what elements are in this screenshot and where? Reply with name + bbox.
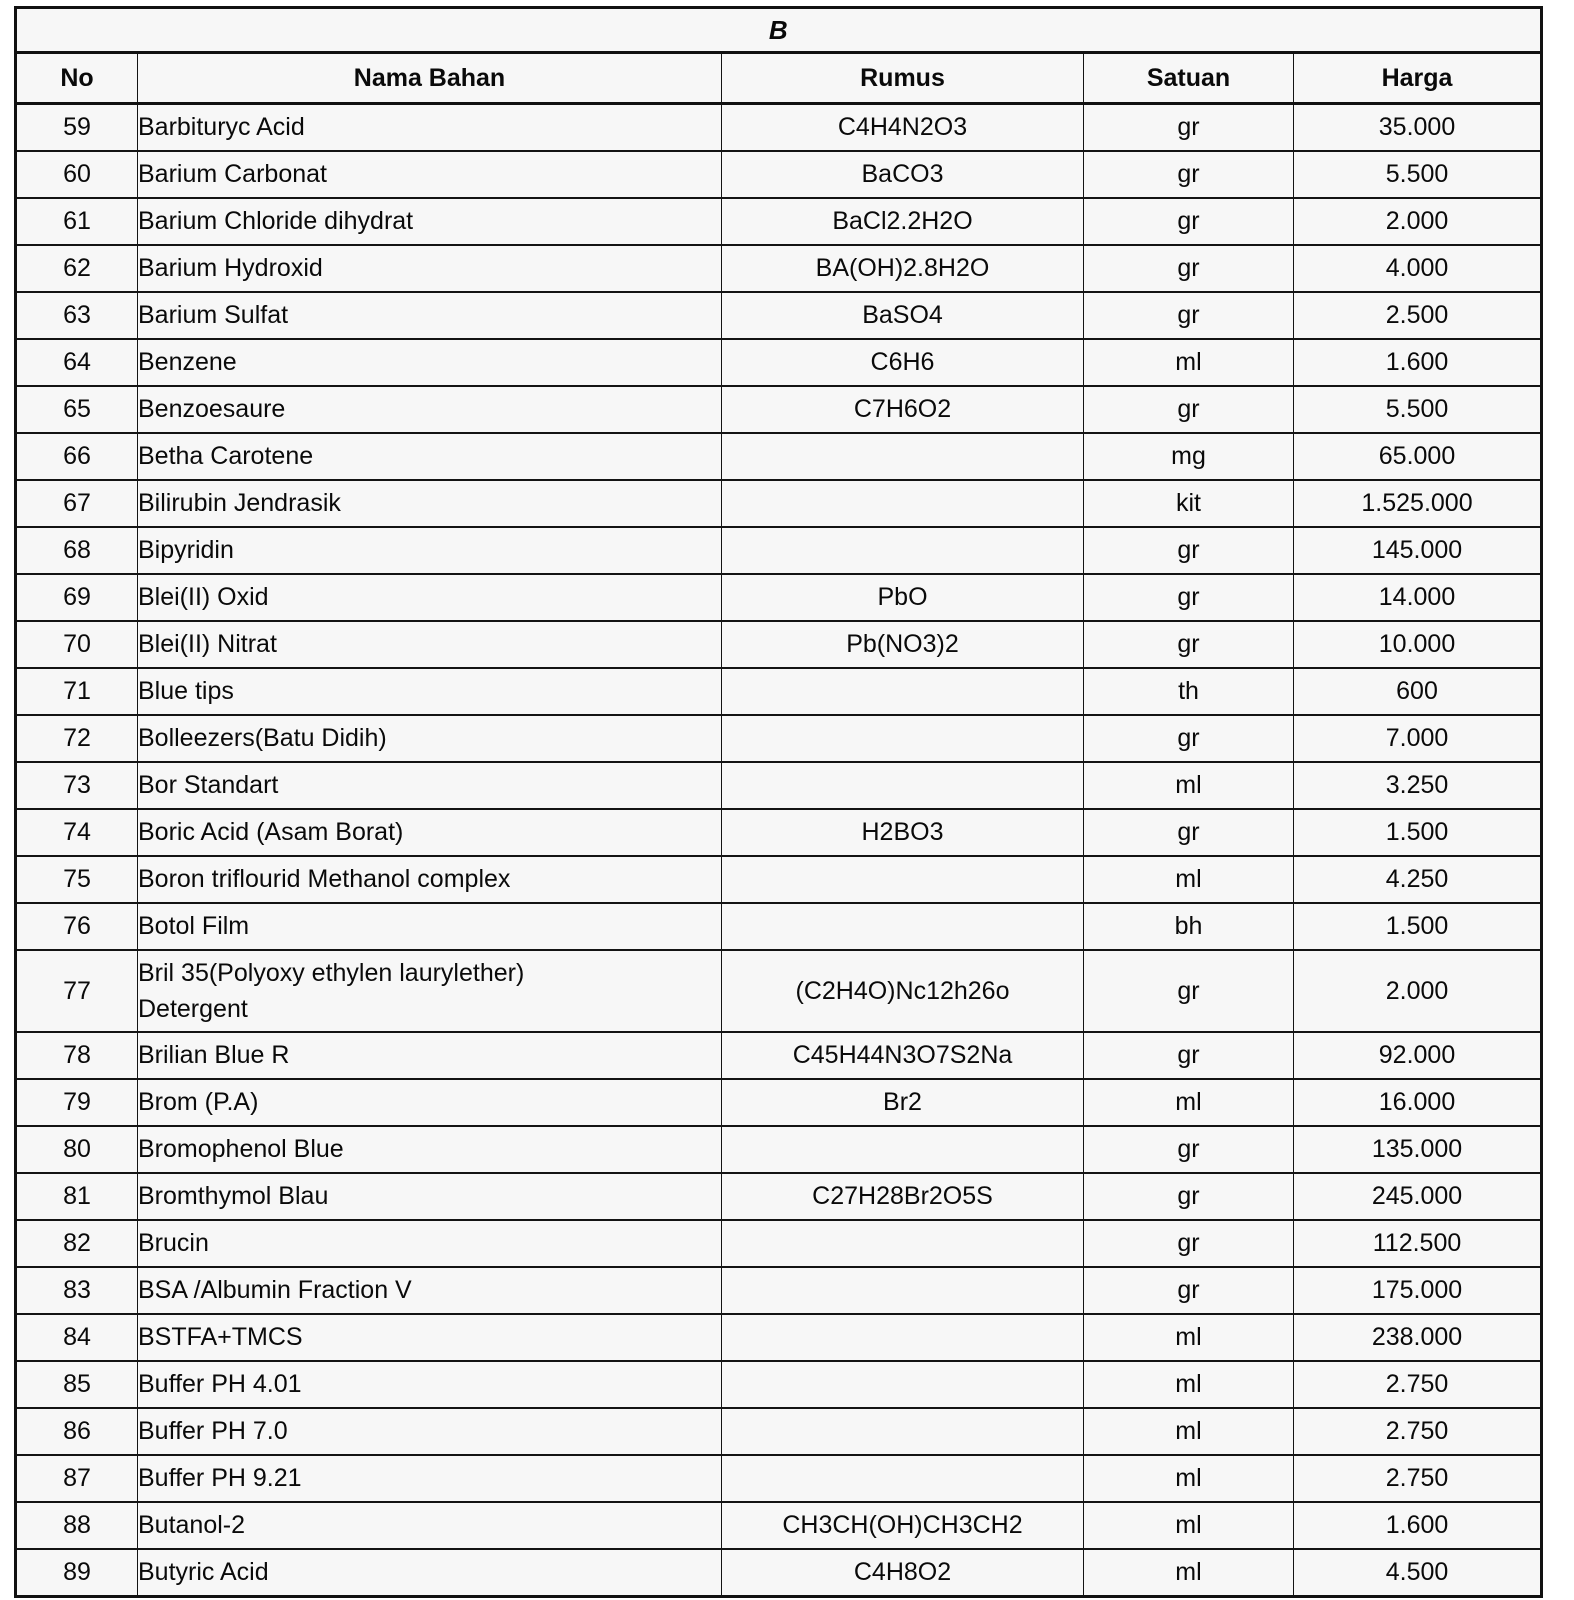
cell-nama-bahan: Bromophenol Blue — [138, 1126, 722, 1173]
cell-satuan: gr — [1084, 386, 1294, 433]
cell-harga: 4.000 — [1294, 245, 1542, 292]
cell-harga: 3.250 — [1294, 762, 1542, 809]
table-row — [16, 151, 1542, 198]
cell-harga: 16.000 — [1294, 1079, 1542, 1126]
cell-nama-bahan: Blue tips — [138, 668, 722, 715]
table-row — [16, 1361, 1542, 1408]
cell-no: 66 — [16, 433, 138, 480]
cell-rumus — [722, 527, 1084, 574]
cell-nama-bahan: Bilirubin Jendrasik — [138, 480, 722, 527]
cell-rumus: C4H8O2 — [722, 1549, 1084, 1597]
cell-satuan: gr — [1084, 198, 1294, 245]
cell-harga: 135.000 — [1294, 1126, 1542, 1173]
cell-nama-bahan: Bor Standart — [138, 762, 722, 809]
cell-satuan: ml — [1084, 1502, 1294, 1549]
cell-rumus — [722, 1361, 1084, 1408]
column-header-no: No — [16, 53, 138, 104]
cell-nama-bahan: Blei(II) Nitrat — [138, 621, 722, 668]
cell-satuan: gr — [1084, 104, 1294, 152]
table-row — [16, 527, 1542, 574]
cell-nama-bahan: Boron triflourid Methanol complex — [138, 856, 722, 903]
table-row — [16, 104, 1542, 152]
cell-harga: 5.500 — [1294, 386, 1542, 433]
cell-harga: 600 — [1294, 668, 1542, 715]
cell-no: 88 — [16, 1502, 138, 1549]
cell-nama-bahan: Barium Carbonat — [138, 151, 722, 198]
cell-harga: 2.750 — [1294, 1455, 1542, 1502]
table-row — [16, 480, 1542, 527]
cell-satuan: ml — [1084, 339, 1294, 386]
cell-nama-bahan: Benzoesaure — [138, 386, 722, 433]
cell-harga: 4.500 — [1294, 1549, 1542, 1597]
cell-rumus: C45H44N3O7S2Na — [722, 1032, 1084, 1079]
cell-rumus: C4H4N2O3 — [722, 104, 1084, 152]
cell-rumus: H2BO3 — [722, 809, 1084, 856]
cell-rumus: Br2 — [722, 1079, 1084, 1126]
cell-satuan: gr — [1084, 621, 1294, 668]
table-row — [16, 762, 1542, 809]
cell-nama-bahan: Barium Sulfat — [138, 292, 722, 339]
cell-rumus — [722, 1267, 1084, 1314]
cell-harga: 1.600 — [1294, 1502, 1542, 1549]
table-row — [16, 1220, 1542, 1267]
cell-rumus: BaCO3 — [722, 151, 1084, 198]
table-row — [16, 1126, 1542, 1173]
cell-satuan: bh — [1084, 903, 1294, 950]
cell-no: 87 — [16, 1455, 138, 1502]
cell-nama-bahan: Butanol-2 — [138, 1502, 722, 1549]
cell-nama-bahan: Bromthymol Blau — [138, 1173, 722, 1220]
table-row — [16, 245, 1542, 292]
cell-rumus: BA(OH)2.8H2O — [722, 245, 1084, 292]
price-list-table — [14, 6, 1543, 1598]
cell-no: 85 — [16, 1361, 138, 1408]
cell-satuan: gr — [1084, 527, 1294, 574]
table-row — [16, 1314, 1542, 1361]
cell-rumus: (C2H4O)Nc12h26o — [722, 950, 1084, 1032]
table-row — [16, 198, 1542, 245]
cell-no: 72 — [16, 715, 138, 762]
table-row — [16, 668, 1542, 715]
cell-no: 74 — [16, 809, 138, 856]
cell-harga: 10.000 — [1294, 621, 1542, 668]
cell-no: 67 — [16, 480, 138, 527]
table-row — [16, 1032, 1542, 1079]
cell-nama-bahan-line2: Detergent — [138, 995, 248, 1023]
cell-nama-bahan: Buffer PH 7.0 — [138, 1408, 722, 1455]
cell-no: 83 — [16, 1267, 138, 1314]
cell-nama-bahan: Brom (P.A) — [138, 1079, 722, 1126]
cell-rumus — [722, 856, 1084, 903]
cell-satuan: ml — [1084, 1361, 1294, 1408]
cell-satuan: ml — [1084, 1549, 1294, 1597]
table-row — [16, 715, 1542, 762]
cell-harga: 1.500 — [1294, 903, 1542, 950]
table-row — [16, 1455, 1542, 1502]
cell-harga: 4.250 — [1294, 856, 1542, 903]
table-body — [16, 104, 1542, 1597]
table-row — [16, 1173, 1542, 1220]
cell-nama-bahan: Bolleezers(Batu Didih) — [138, 715, 722, 762]
cell-satuan: gr — [1084, 151, 1294, 198]
cell-harga: 2.500 — [1294, 292, 1542, 339]
cell-no: 78 — [16, 1032, 138, 1079]
cell-nama-bahan: Buffer PH 9.21 — [138, 1455, 722, 1502]
cell-no: 77 — [16, 950, 138, 1032]
cell-no: 62 — [16, 245, 138, 292]
cell-harga: 1.600 — [1294, 339, 1542, 386]
cell-no: 75 — [16, 856, 138, 903]
cell-harga: 175.000 — [1294, 1267, 1542, 1314]
cell-rumus: C6H6 — [722, 339, 1084, 386]
table-row — [16, 621, 1542, 668]
cell-nama-bahan: Benzene — [138, 339, 722, 386]
cell-rumus — [722, 480, 1084, 527]
cell-satuan: gr — [1084, 715, 1294, 762]
cell-satuan: gr — [1084, 292, 1294, 339]
cell-nama-bahan-line1: Bril 35(Polyoxy ethylen laurylether) — [138, 958, 525, 987]
table-row — [16, 1079, 1542, 1126]
cell-nama-bahan: Brucin — [138, 1220, 722, 1267]
table-row — [16, 292, 1542, 339]
cell-no: 86 — [16, 1408, 138, 1455]
cell-satuan: th — [1084, 668, 1294, 715]
cell-nama-bahan: Barium Hydroxid — [138, 245, 722, 292]
cell-nama-bahan: Bipyridin — [138, 527, 722, 574]
cell-nama-bahan — [138, 950, 722, 1032]
table-row — [16, 950, 1542, 1032]
cell-rumus: CH3CH(OH)CH3CH2 — [722, 1502, 1084, 1549]
cell-no: 70 — [16, 621, 138, 668]
table-row — [16, 903, 1542, 950]
cell-no: 59 — [16, 104, 138, 152]
column-header-row — [16, 53, 1542, 104]
cell-satuan: gr — [1084, 809, 1294, 856]
cell-no: 64 — [16, 339, 138, 386]
cell-rumus: BaCl2.2H2O — [722, 198, 1084, 245]
cell-harga: 14.000 — [1294, 574, 1542, 621]
cell-rumus — [722, 1126, 1084, 1173]
cell-nama-bahan: Brilian Blue R — [138, 1032, 722, 1079]
cell-no: 68 — [16, 527, 138, 574]
table-row — [16, 1267, 1542, 1314]
cell-satuan: ml — [1084, 1408, 1294, 1455]
cell-rumus — [722, 903, 1084, 950]
cell-no: 61 — [16, 198, 138, 245]
cell-satuan: gr — [1084, 1126, 1294, 1173]
table-row — [16, 809, 1542, 856]
section-title-row — [16, 8, 1542, 53]
cell-satuan: gr — [1084, 245, 1294, 292]
cell-harga: 2.750 — [1294, 1408, 1542, 1455]
cell-harga: 112.500 — [1294, 1220, 1542, 1267]
cell-rumus — [722, 1220, 1084, 1267]
cell-nama-bahan: Botol Film — [138, 903, 722, 950]
cell-harga: 2.000 — [1294, 950, 1542, 1032]
cell-rumus: Pb(NO3)2 — [722, 621, 1084, 668]
cell-satuan: gr — [1084, 1032, 1294, 1079]
table-head — [16, 8, 1542, 104]
table-row — [16, 386, 1542, 433]
cell-harga: 1.525.000 — [1294, 480, 1542, 527]
cell-no: 65 — [16, 386, 138, 433]
table-row — [16, 433, 1542, 480]
cell-nama-bahan: Blei(II) Oxid — [138, 574, 722, 621]
section-title: B — [16, 8, 1542, 53]
column-header-rumus: Rumus — [722, 53, 1084, 104]
table-row — [16, 856, 1542, 903]
cell-rumus: C27H28Br2O5S — [722, 1173, 1084, 1220]
cell-satuan: gr — [1084, 574, 1294, 621]
cell-no: 81 — [16, 1173, 138, 1220]
cell-nama-bahan: BSA /Albumin Fraction V — [138, 1267, 722, 1314]
cell-rumus — [722, 668, 1084, 715]
cell-no: 79 — [16, 1079, 138, 1126]
cell-nama-bahan: Betha Carotene — [138, 433, 722, 480]
cell-harga: 65.000 — [1294, 433, 1542, 480]
table-row — [16, 339, 1542, 386]
cell-satuan: gr — [1084, 1267, 1294, 1314]
cell-satuan: kit — [1084, 480, 1294, 527]
column-header-nama-bahan: Nama Bahan — [138, 53, 722, 104]
cell-satuan: ml — [1084, 1079, 1294, 1126]
cell-satuan: gr — [1084, 1173, 1294, 1220]
cell-harga: 2.750 — [1294, 1361, 1542, 1408]
cell-nama-bahan: Barbituryc Acid — [138, 104, 722, 152]
table-row — [16, 574, 1542, 621]
cell-no: 89 — [16, 1549, 138, 1597]
cell-no: 69 — [16, 574, 138, 621]
cell-harga: 2.000 — [1294, 198, 1542, 245]
cell-satuan: mg — [1084, 433, 1294, 480]
cell-no: 71 — [16, 668, 138, 715]
cell-harga: 7.000 — [1294, 715, 1542, 762]
cell-satuan: ml — [1084, 1314, 1294, 1361]
cell-no: 63 — [16, 292, 138, 339]
cell-no: 82 — [16, 1220, 138, 1267]
cell-no: 60 — [16, 151, 138, 198]
cell-no: 73 — [16, 762, 138, 809]
cell-harga: 5.500 — [1294, 151, 1542, 198]
cell-no: 84 — [16, 1314, 138, 1361]
cell-harga: 145.000 — [1294, 527, 1542, 574]
cell-rumus: C7H6O2 — [722, 386, 1084, 433]
cell-rumus — [722, 433, 1084, 480]
cell-rumus — [722, 1455, 1084, 1502]
cell-nama-bahan: Buffer PH 4.01 — [138, 1361, 722, 1408]
cell-satuan: gr — [1084, 950, 1294, 1032]
table-row — [16, 1408, 1542, 1455]
cell-nama-bahan: Boric Acid (Asam Borat) — [138, 809, 722, 856]
cell-satuan: ml — [1084, 856, 1294, 903]
table-row — [16, 1502, 1542, 1549]
cell-harga: 238.000 — [1294, 1314, 1542, 1361]
cell-nama-bahan: BSTFA+TMCS — [138, 1314, 722, 1361]
cell-rumus: PbO — [722, 574, 1084, 621]
cell-rumus — [722, 762, 1084, 809]
cell-no: 80 — [16, 1126, 138, 1173]
cell-harga: 35.000 — [1294, 104, 1542, 152]
table-row — [16, 1549, 1542, 1597]
cell-harga: 1.500 — [1294, 809, 1542, 856]
cell-nama-bahan: Barium Chloride dihydrat — [138, 198, 722, 245]
cell-nama-bahan: Butyric Acid — [138, 1549, 722, 1597]
cell-rumus: BaSO4 — [722, 292, 1084, 339]
cell-satuan: gr — [1084, 1220, 1294, 1267]
cell-harga: 245.000 — [1294, 1173, 1542, 1220]
cell-rumus — [722, 1314, 1084, 1361]
cell-satuan: ml — [1084, 762, 1294, 809]
cell-rumus — [722, 1408, 1084, 1455]
cell-rumus — [722, 715, 1084, 762]
cell-harga: 92.000 — [1294, 1032, 1542, 1079]
cell-no: 76 — [16, 903, 138, 950]
column-header-satuan: Satuan — [1084, 53, 1294, 104]
column-header-harga: Harga — [1294, 53, 1542, 104]
cell-satuan: ml — [1084, 1455, 1294, 1502]
